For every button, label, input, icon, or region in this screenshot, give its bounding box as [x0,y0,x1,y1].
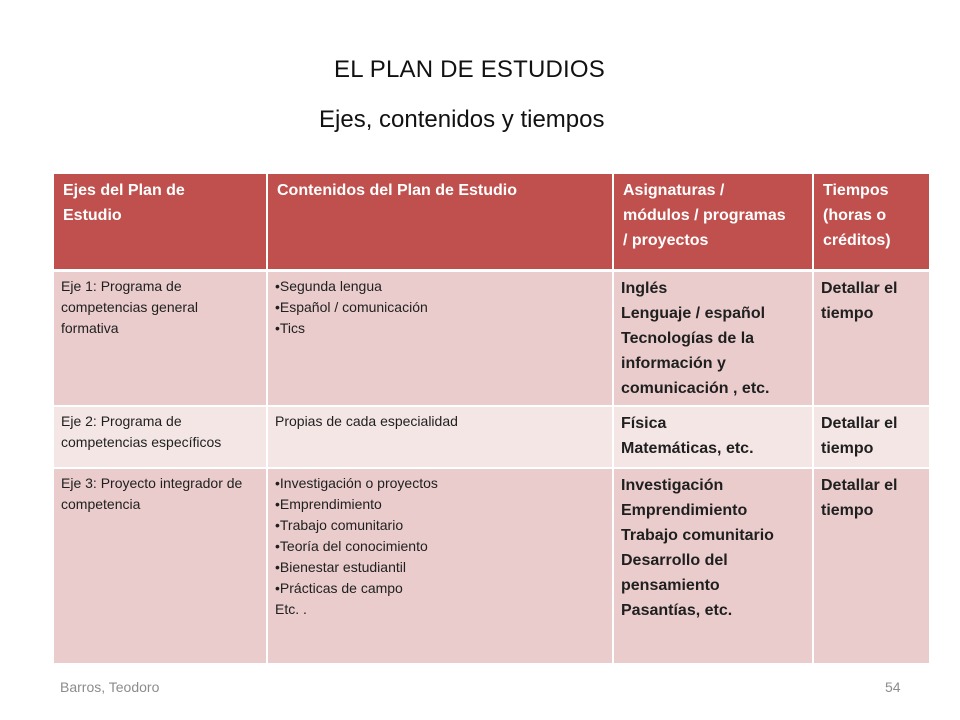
table-header-row [54,174,929,272]
header-line: Estudio [63,207,122,224]
cell-line: Etc. . [275,601,307,617]
cell-line: •Teoría del conocimiento [275,538,428,554]
header-line: Ejes del Plan de [63,182,185,199]
header-line: créditos) [823,232,891,249]
cell-tiempos [814,469,929,665]
header-asignaturas [614,174,814,272]
cell-line: comunicación , etc. [621,380,770,397]
cell-line: •Español / comunicación [275,299,428,315]
cell-line: Pasantías, etc. [621,602,733,619]
table-row-eje-2 [54,407,929,469]
table-header [54,174,929,272]
cell-line: Emprendimiento [621,502,748,519]
table-row-eje-1 [54,272,929,407]
cell-asignaturas [614,407,814,469]
header-line: módulos / programas [623,207,786,224]
cell-eje [54,407,268,469]
cell-line: •Emprendimiento [275,496,382,512]
cell-line: Eje 3: Proyecto integrador de [61,475,243,491]
header-line: Asignaturas / [623,182,725,199]
cell-line: •Bienestar estudiantil [275,559,406,575]
table-row-eje-3 [54,469,929,665]
cell-tiempos [814,407,929,469]
cell-line: competencias general [61,299,198,315]
cell-line: •Trabajo comunitario [275,517,404,533]
header-contenidos [268,174,614,272]
cell-line: Trabajo comunitario [621,527,774,544]
header-line: / proyectos [623,232,709,249]
cell-line: pensamiento [621,577,720,594]
cell-line: Matemáticas, etc. [621,440,754,457]
cell-asignaturas [614,272,814,407]
cell-line: tiempo [821,502,874,519]
plan-de-estudios-table [54,174,929,665]
cell-contenidos [268,407,614,469]
cell-line: formativa [61,320,119,336]
cell-contenidos [268,272,614,407]
cell-tiempos [814,272,929,407]
slide-subtitle: Ejes, contenidos y tiempos [319,106,605,133]
cell-line: Detallar el [821,280,898,297]
cell-line: Física [621,415,667,432]
cell-line: Eje 1: Programa de [61,278,182,294]
cell-eje [54,469,268,665]
cell-line: •Segunda lengua [275,278,382,294]
cell-line: •Prácticas de campo [275,580,403,596]
cell-line: competencias específicos [61,434,222,450]
footer-author: Barros, Teodoro [60,679,160,695]
cell-line: •Tics [275,320,306,336]
cell-line: Eje 2: Programa de [61,413,182,429]
cell-line: Desarrollo del [621,552,728,569]
cell-line: tiempo [821,305,874,322]
cell-line: tiempo [821,440,874,457]
cell-asignaturas [614,469,814,665]
cell-line: Lenguaje / español [621,305,766,322]
table-body [54,272,929,665]
cell-line: Investigación [621,477,724,494]
header-ejes [54,174,268,272]
slide-title: EL PLAN DE ESTUDIOS [334,56,605,83]
page-number: 54 [885,679,901,695]
header-line: Contenidos del Plan de Estudio [277,182,518,199]
cell-contenidos [268,469,614,665]
cell-line: Propias de cada especialidad [275,413,458,429]
header-tiempos [814,174,929,272]
cell-line: Detallar el [821,477,898,494]
cell-line: Tecnologías de la [621,330,755,347]
cell-line: Inglés [621,280,668,297]
cell-line: competencia [61,496,141,512]
cell-line: •Investigación o proyectos [275,475,438,491]
cell-line: Detallar el [821,415,898,432]
cell-eje [54,272,268,407]
header-line: Tiempos [823,182,889,199]
header-line: (horas o [823,207,887,224]
cell-line: información y [621,355,726,372]
